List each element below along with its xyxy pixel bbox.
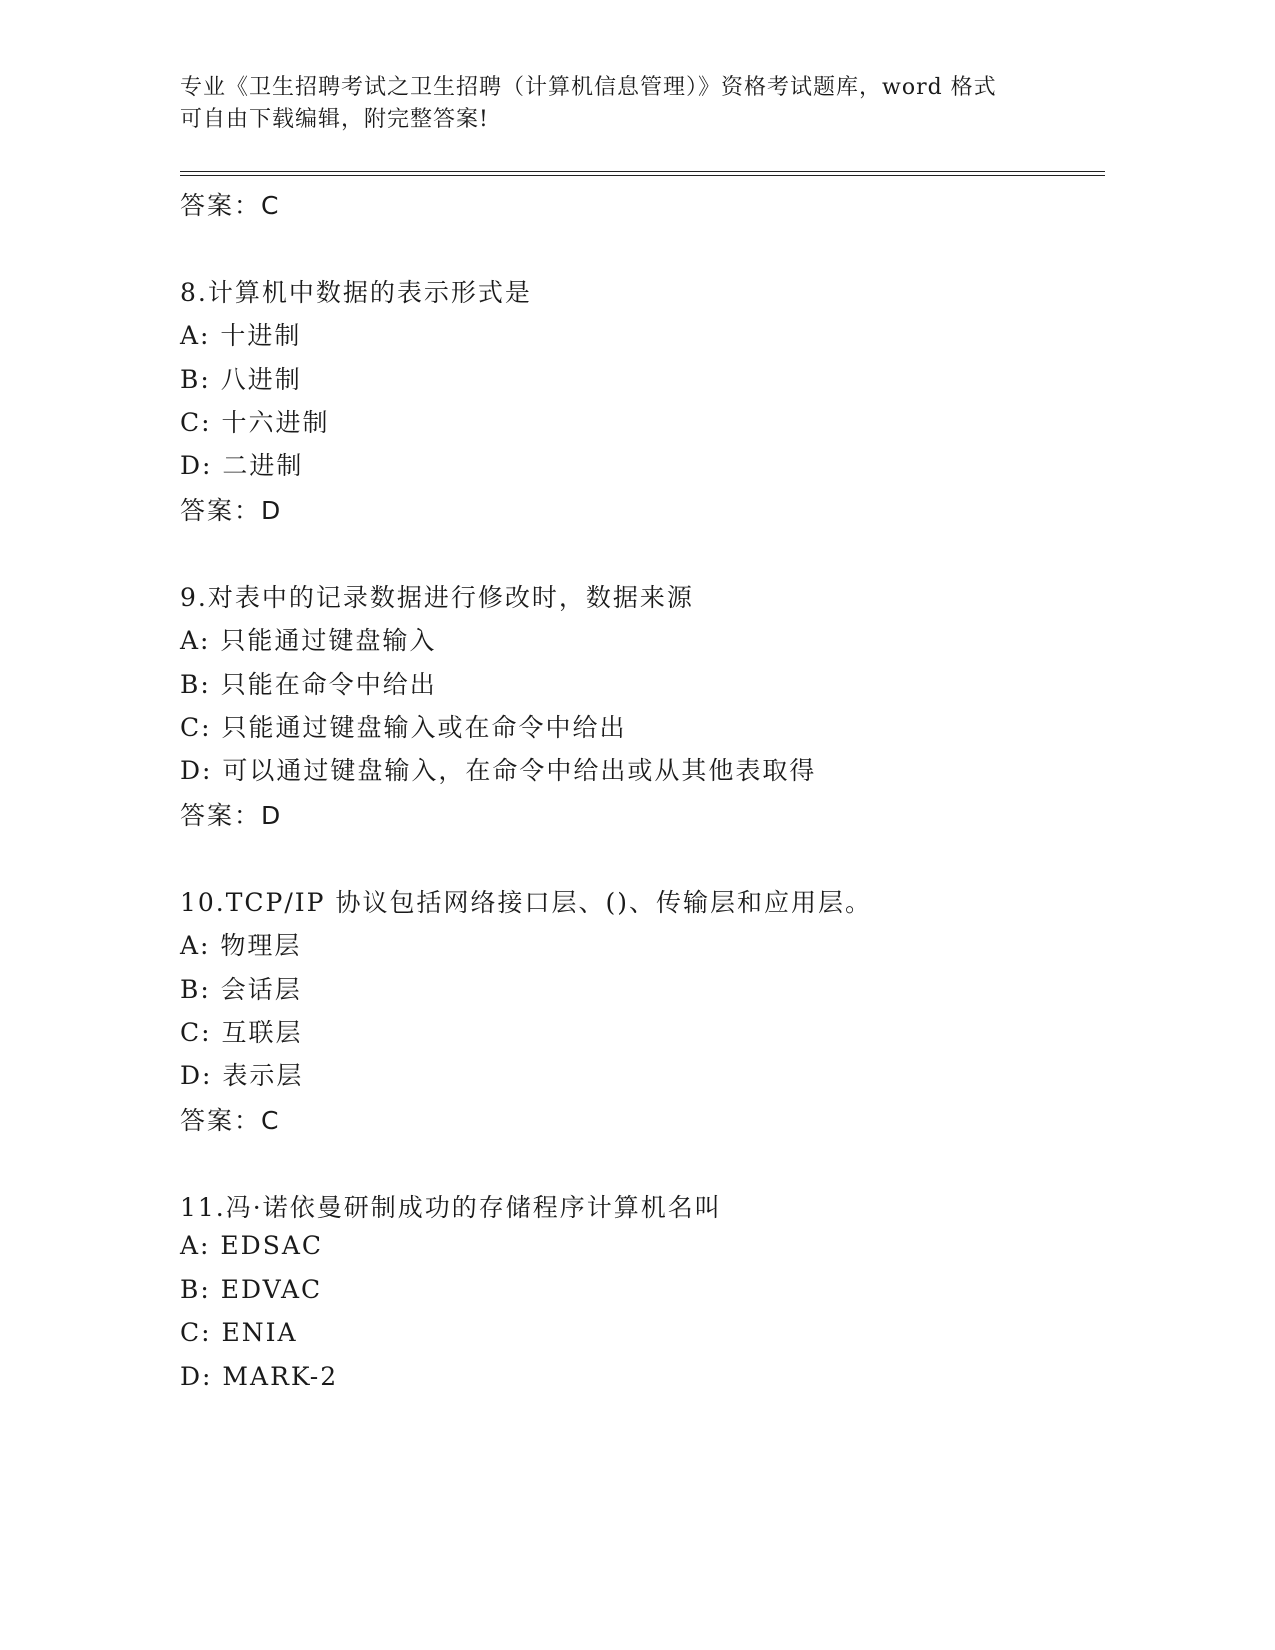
question-8-title: 8.计算机中数据的表示形式是 [180, 278, 532, 307]
question-10-option-a: A: 物理层 [180, 931, 302, 960]
header-divider-top [180, 171, 1105, 172]
question-9-answer: 答案：D [180, 801, 283, 830]
question-9-option-c: C: 只能通过键盘输入或在命令中给出 [180, 713, 627, 742]
question-8-option-a: A: 十进制 [180, 321, 302, 350]
question-10-title: 10.TCP/IP 协议包括网络接口层、()、传输层和应用层。 [180, 888, 872, 917]
question-11-title: 11.冯·诺依曼研制成功的存储程序计算机名叫 [180, 1193, 722, 1222]
question-10-option-b: B: 会话层 [180, 975, 302, 1004]
header-line-1: 专业《卫生招聘考试之卫生招聘（计算机信息管理）》资格考试题库，word 格式 [180, 75, 997, 100]
question-9-option-d: D: 可以通过键盘输入，在命令中给出或从其他表取得 [180, 756, 817, 785]
header-line-2: 可自由下载编辑，附完整答案! [180, 107, 489, 132]
question-10-option-d: D: 表示层 [180, 1061, 304, 1090]
question-11-option-a: A: EDSAC [180, 1231, 324, 1260]
answer-previous: 答案：C [180, 191, 281, 220]
question-8-option-b: B: 八进制 [180, 365, 302, 394]
question-9-option-b: B: 只能在命令中给出 [180, 670, 437, 699]
question-8-option-d: D: 二进制 [180, 451, 304, 480]
question-10-option-c: C: 互联层 [180, 1018, 303, 1047]
document-header [180, 72, 1060, 136]
header-divider-bottom [180, 175, 1105, 176]
question-9-option-a: A: 只能通过键盘输入 [180, 626, 437, 655]
question-11-option-c: C: ENIA [180, 1318, 298, 1347]
question-11-option-d: D: MARK-2 [180, 1362, 339, 1391]
question-8-answer: 答案：D [180, 496, 283, 525]
question-11-option-b: B: EDVAC [180, 1275, 323, 1304]
question-10-answer: 答案：C [180, 1106, 281, 1135]
question-9-title: 9.对表中的记录数据进行修改时，数据来源 [180, 583, 694, 612]
question-8-option-c: C: 十六进制 [180, 408, 330, 437]
